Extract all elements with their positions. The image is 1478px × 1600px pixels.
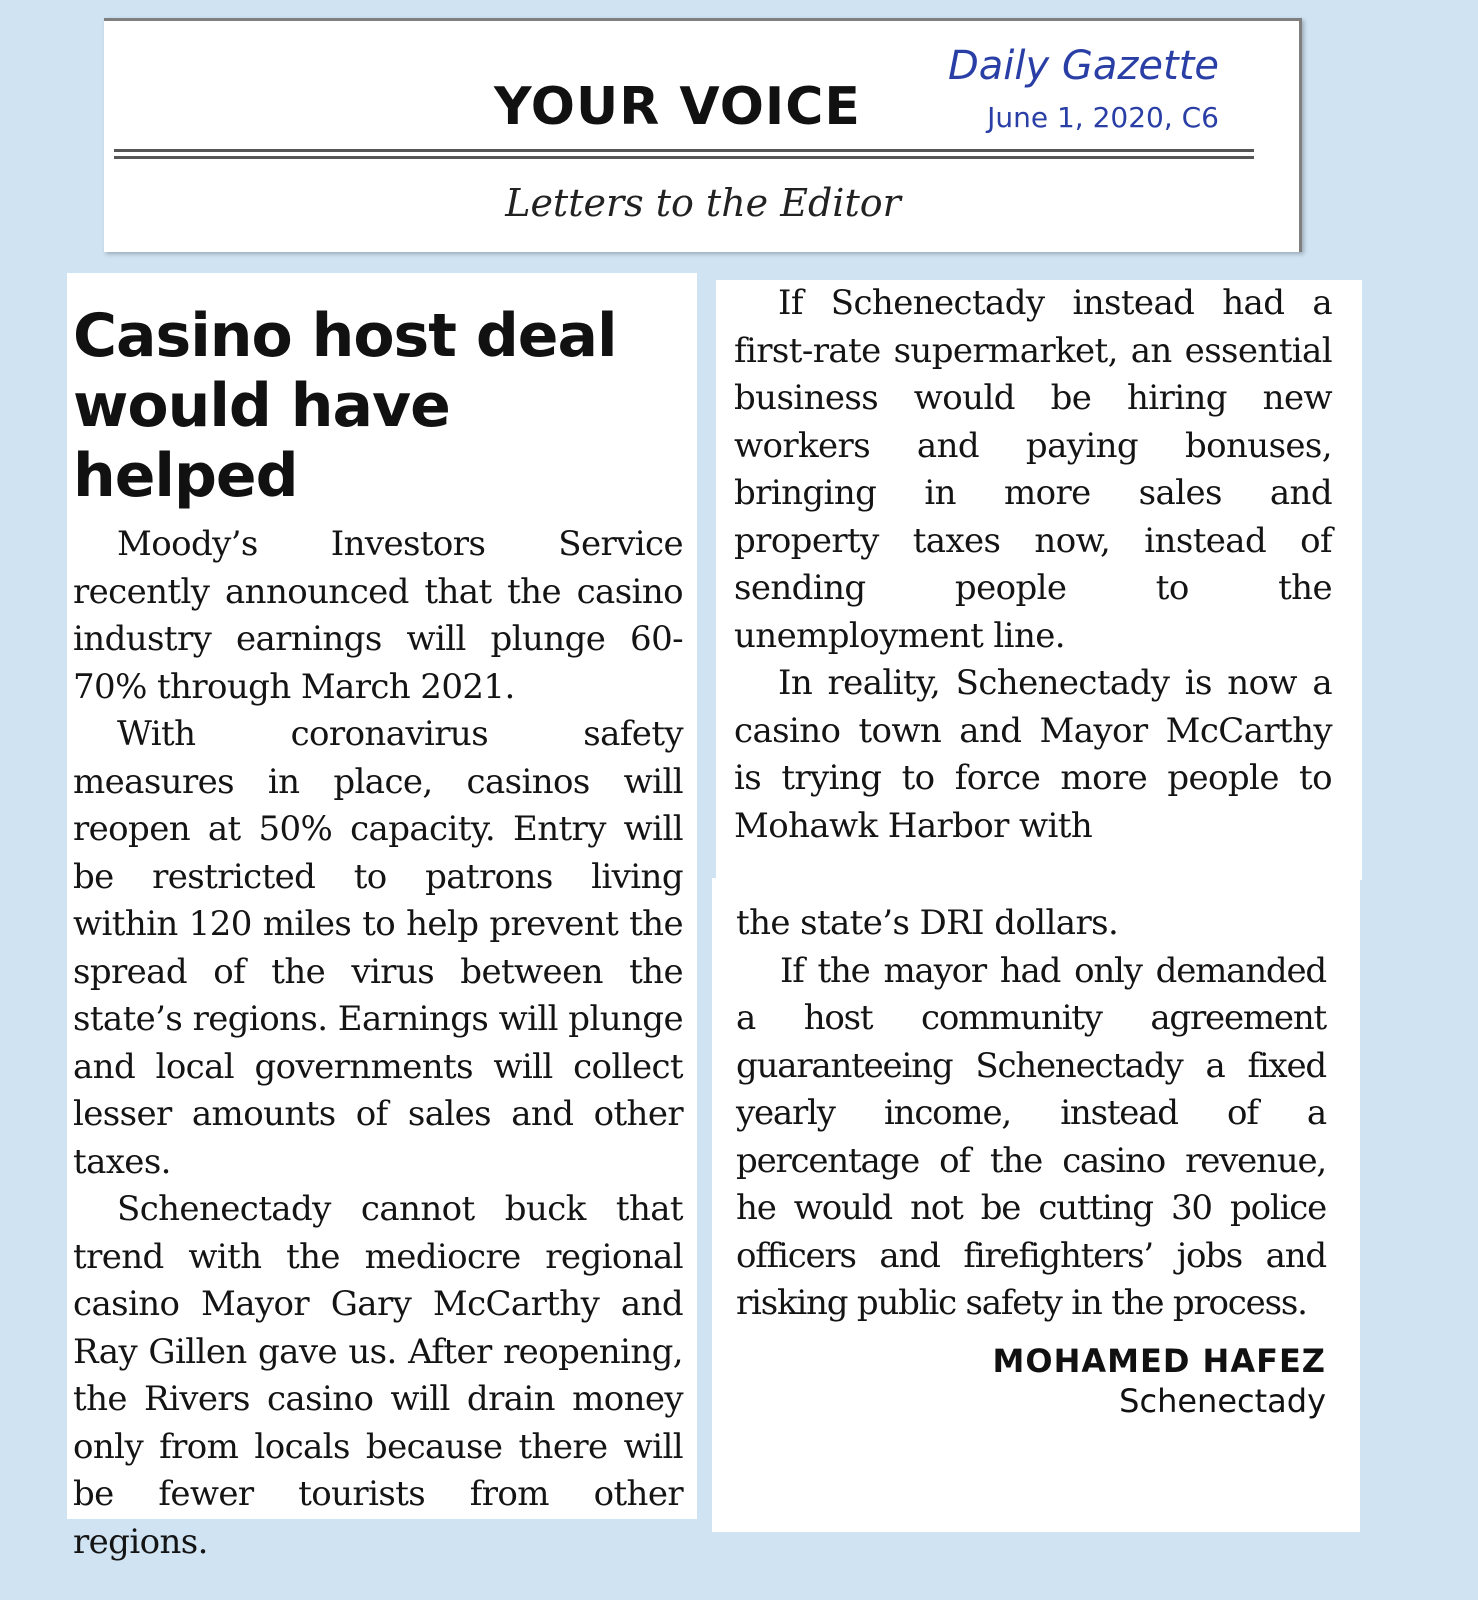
article-paragraph: With coronavirus safety measures in place, casinos will reopen at 50% capacity. Entry will be restricted to patrons living within 120 miles to help prevent the spread of the virus between the state’s regions. Earnings will plunge and local governments will collect lesser amounts of sales and other taxes. — [73, 714, 683, 1182]
publication-date: June 1, 2020, C6 — [987, 101, 1219, 134]
masthead — [104, 18, 1302, 252]
article-paragraph: the state’s DRI dollars. — [736, 903, 1119, 943]
article-headline: Casino host deal would have helped — [73, 301, 617, 511]
author-location: Schenectady — [1119, 1381, 1326, 1420]
article-paragraph: Schenectady cannot buck that trend with the mediocre regional casino Mayor Gary McCarthy and Ray Gillen gave us. After reopening, the Rivers casino will drain money only from locals because there will be fewer tourists from other regions. — [73, 1189, 683, 1562]
article-column-left — [67, 273, 697, 1562]
article-paragraph: In reality, Schenectady is now a casino town and Mayor McCarthy is trying to force more people to Mohawk Harbor with — [734, 663, 1332, 846]
section-title: YOUR VOICE — [494, 77, 861, 137]
newspaper-name: Daily Gazette — [947, 43, 1219, 89]
article-column-right-bottom — [712, 878, 1360, 1532]
header-rule-top — [114, 149, 1254, 152]
article-paragraph: If Schenectady instead had a first-rate supermarket, an essential business would be hiring new workers and paying bonuses, bringing in more sales and property taxes now, instead of sending people to the unemployment line. — [734, 283, 1332, 656]
header-rule-bottom — [114, 156, 1254, 159]
author-name: MOHAMED HAFEZ — [992, 1341, 1326, 1380]
article-paragraph: Moody’s Investors Service recently announced that the casino industry earnings will plunge 60-70% through March 2021. — [73, 524, 683, 707]
article-paragraph: If the mayor had only demanded a host community agreement guaranteeing Schenectady a fixed yearly income, instead of a percentage of the casino revenue, he would not be cutting 30 police officers and firefighters’ jobs and risking public safety in the process. — [736, 950, 1326, 1323]
article-column-right-top — [716, 280, 1362, 880]
section-subtitle: Letters to the Editor — [505, 181, 901, 225]
